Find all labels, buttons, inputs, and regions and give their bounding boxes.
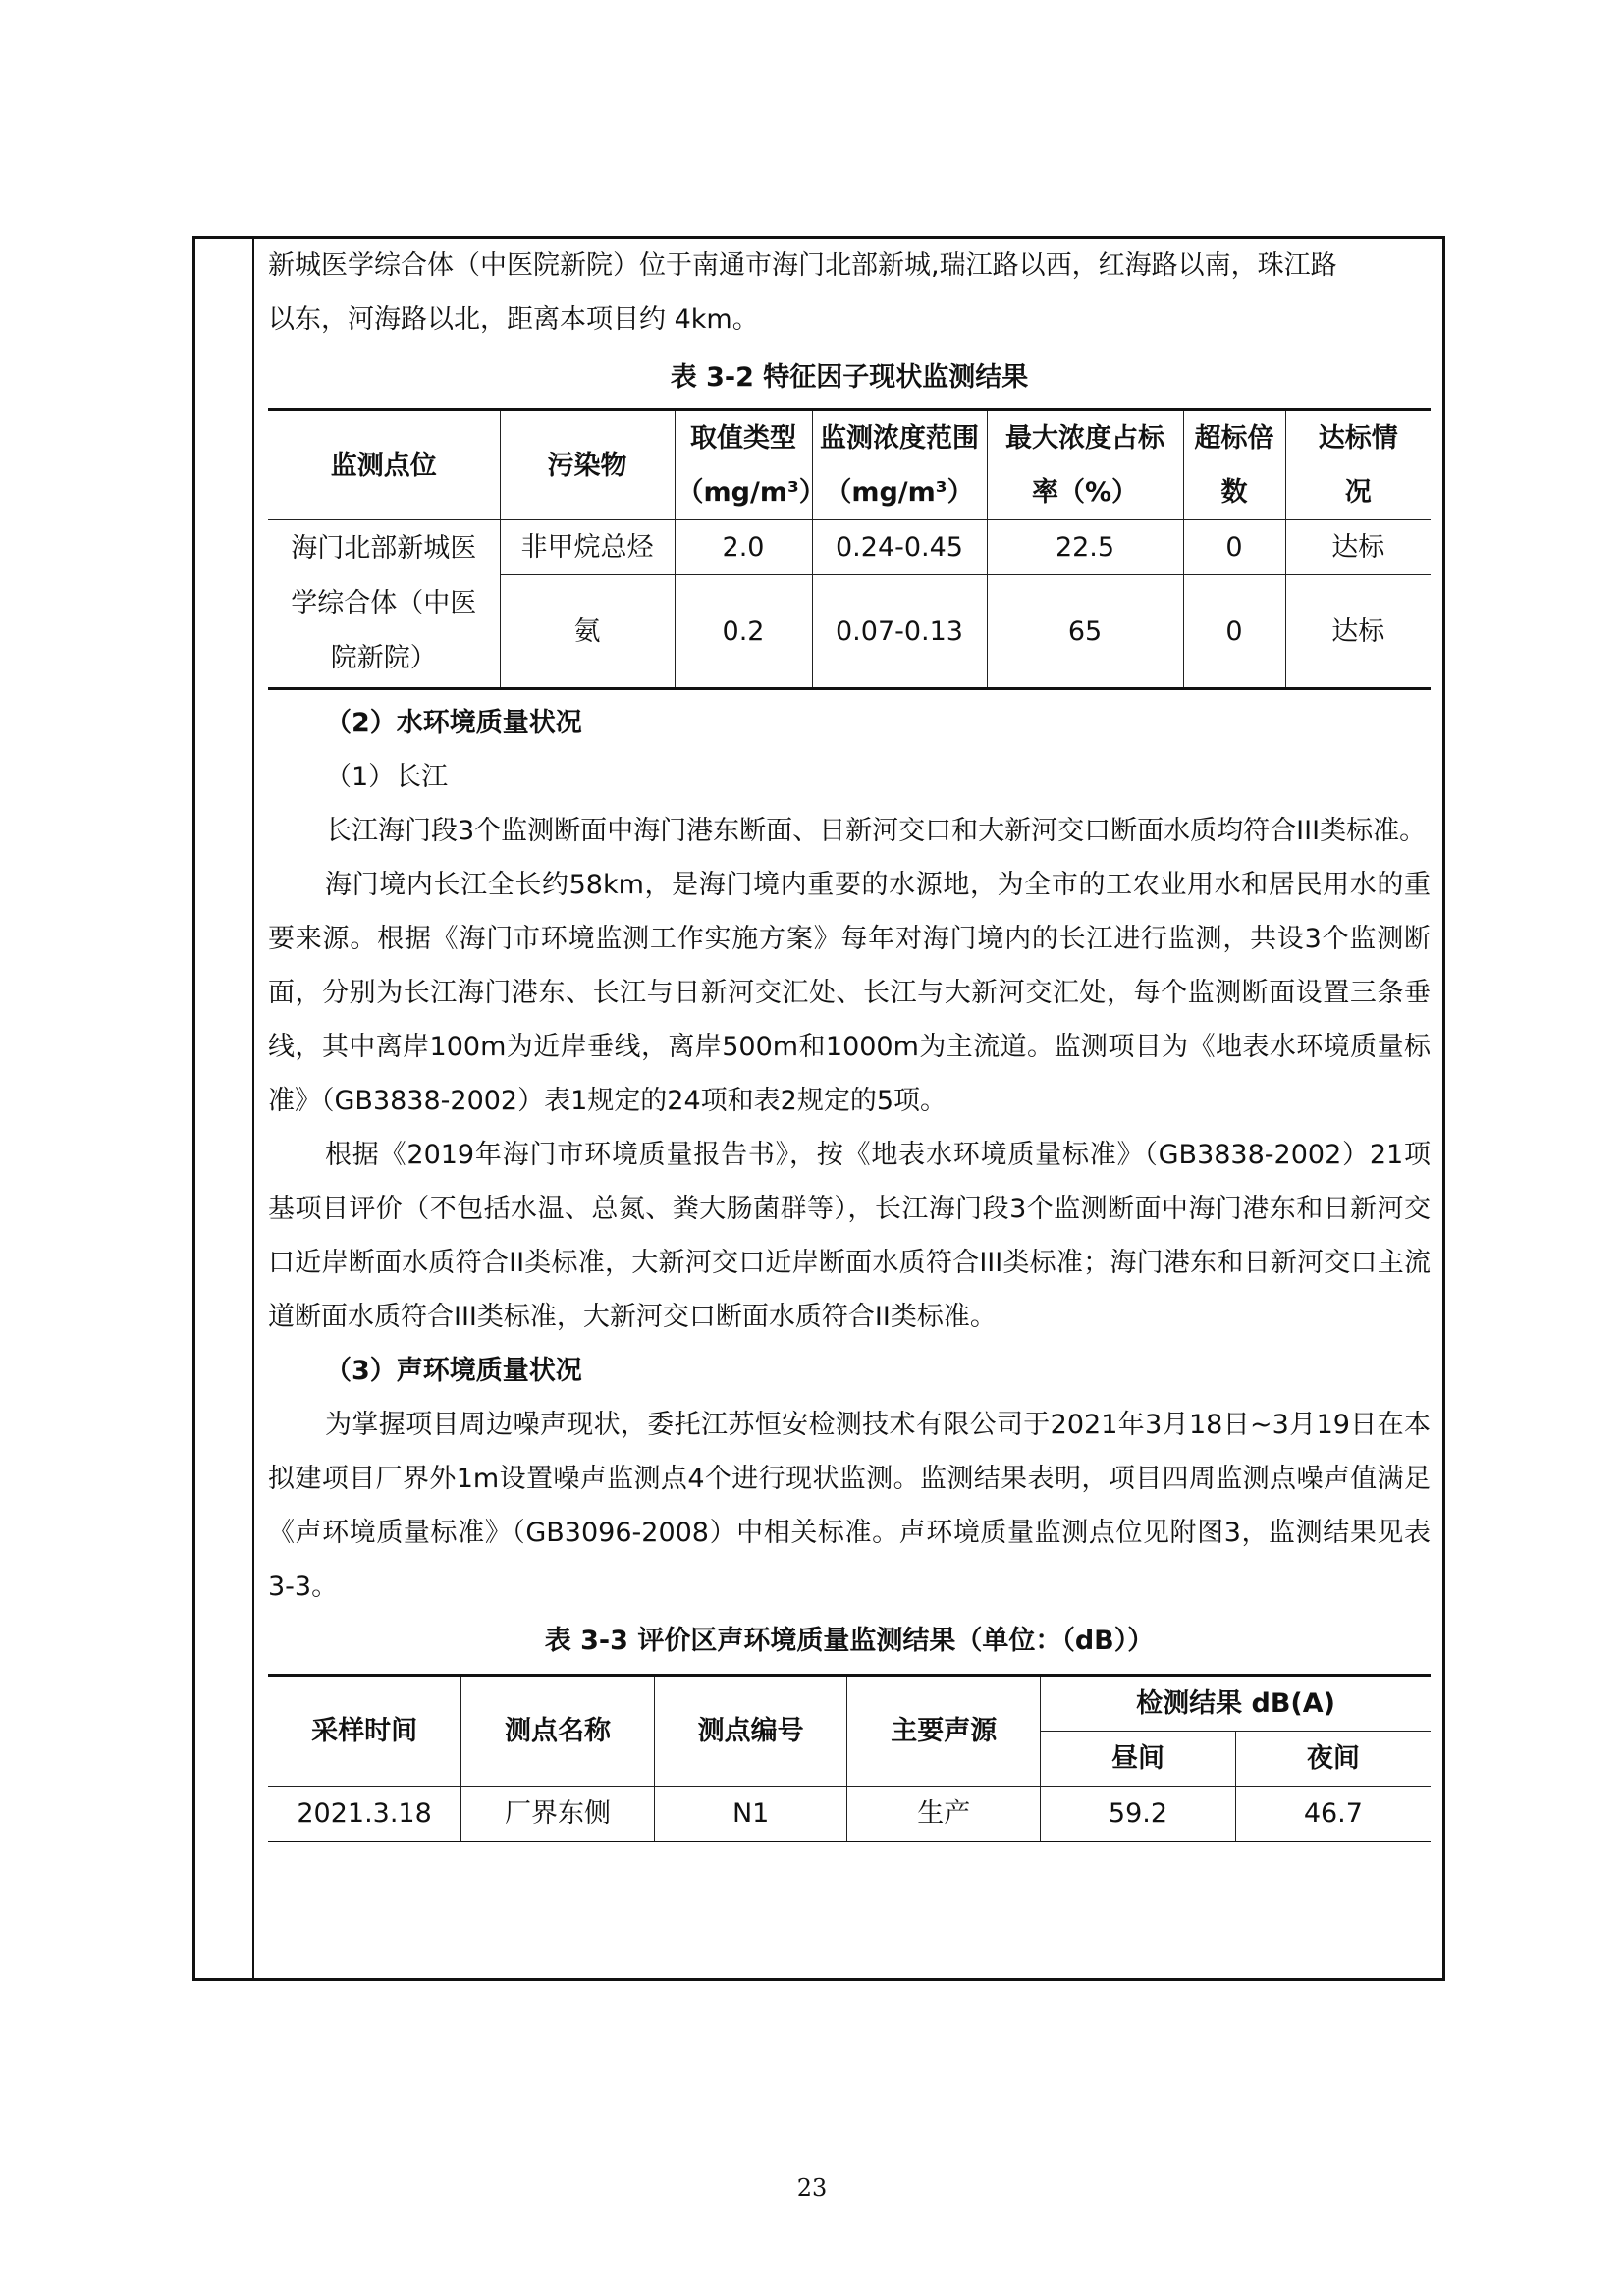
- header-site: 监测点位: [268, 410, 500, 520]
- table-3-2: [268, 408, 1431, 690]
- header-status: 达标情 况: [1285, 410, 1431, 520]
- cell-exceed: 0: [1183, 520, 1285, 575]
- cell-time: 2021.3.18: [268, 1787, 461, 1842]
- header-exceed: 超标倍 数: [1183, 410, 1285, 520]
- table-header-row: [268, 1676, 1431, 1732]
- header-source: 主要声源: [847, 1676, 1041, 1787]
- header-point-id: 测点编号: [654, 1676, 847, 1787]
- cell-point-id: N1: [654, 1787, 847, 1842]
- cell-point-name: 厂界东侧: [461, 1787, 655, 1842]
- cell-status: 达标: [1285, 520, 1431, 575]
- cell-source: 生产: [847, 1787, 1041, 1842]
- cell-range: 0.07-0.13: [812, 575, 987, 689]
- frame-content: [268, 239, 1431, 1842]
- header-night: 夜间: [1235, 1732, 1431, 1787]
- table-header-row: [268, 410, 1431, 520]
- frame-divider: [252, 239, 254, 1978]
- intro-line-1: 新城医学综合体（中医院新院）位于南通市海门北部新城,瑞江路以西，红海路以南，珠江路: [268, 250, 1337, 281]
- site-name: 海门北部新城医学综合体（中医院新院）: [268, 520, 500, 689]
- table-3-3: [268, 1674, 1431, 1842]
- cell-type: 2.0: [675, 520, 812, 575]
- page-number: 23: [796, 2174, 828, 2202]
- table-row: [268, 520, 1431, 575]
- noise-paragraph: 为掌握项目周边噪声现状，委托江苏恒安检测技术有限公司于2021年3月18日~3月19日在本拟建项目厂界外1m设置噪声监测点4个进行现状监测。监测结果表明，项目四周监测点噪声值满足《声环境质量标准》（GB3096-2008）中相关标准。声环境质量监测点位见附图3，监测结果见表3-3。: [268, 1410, 1431, 1602]
- cell-max: 65: [987, 575, 1183, 689]
- cell-range: 0.24-0.45: [812, 520, 987, 575]
- header-range: 监测浓度范围 （mg/m³）: [812, 410, 987, 520]
- cell-max: 22.5: [987, 520, 1183, 575]
- table-row: [268, 1787, 1431, 1842]
- table-3-2-caption: 表 3-2 特征因子现状监测结果: [670, 362, 1029, 393]
- header-pollutant: 污染物: [500, 410, 675, 520]
- cell-status: 达标: [1285, 575, 1431, 689]
- intro-line-2: 以东，河海路以北，距离本项目约 4km。: [268, 304, 759, 335]
- noise-heading: （3）声环境质量状况: [325, 1356, 582, 1386]
- header-max: 最大浓度占标 率（%）: [987, 410, 1183, 520]
- header-day: 昼间: [1041, 1732, 1236, 1787]
- cell-pollutant: 氨: [500, 575, 675, 689]
- water-paragraph-2: 海门境内长江全长约58km，是海门境内重要的水源地，为全市的工农业用水和居民用水的重要来源。根据《海门市环境监测工作实施方案》每年对海门境内的长江进行监测，共设3个监测断面，分别为长江海门港东、长江与日新河交汇处、长江与大新河交汇处，每个监测断面设置三条垂线，其中离岸100m为近岸垂线，离岸500m和1000m为主流道。监测项目为《地表水环境质量标准》（GB3838-2002）表1规定的24项和表2规定的5项。: [268, 870, 1431, 1116]
- table-3-3-caption: 表 3-3 评价区声环境质量监测结果（单位：（dB））: [544, 1626, 1155, 1656]
- header-point-name: 测点名称: [461, 1676, 655, 1787]
- header-result: 检测结果 dB(A): [1041, 1676, 1431, 1732]
- water-subheading: （1）长江: [325, 762, 449, 792]
- water-paragraph-1: 长江海门段3个监测断面中海门港东断面、日新河交口和大新河交口断面水质均符合III类标准。: [325, 816, 1427, 846]
- water-heading: （2）水环境质量状况: [325, 708, 582, 738]
- cell-exceed: 0: [1183, 575, 1285, 689]
- cell-type: 0.2: [675, 575, 812, 689]
- water-paragraph-3: 根据《2019年海门市环境质量报告书》，按《地表水环境质量标准》（GB3838-2002）21项基项目评价（不包括水温、总氮、粪大肠菌群等），长江海门段3个监测断面中海门港东和日新河交口近岸断面水质符合II类标准，大新河交口近岸断面水质符合III类标准；海门港东和日新河交口主流道断面水质符合III类标准，大新河交口断面水质符合II类标准。: [268, 1140, 1431, 1332]
- cell-pollutant: 非甲烷总烃: [500, 520, 675, 575]
- header-time: 采样时间: [268, 1676, 461, 1787]
- header-type: 取值类型 （mg/m³）: [675, 410, 812, 520]
- cell-night: 46.7: [1235, 1787, 1431, 1842]
- cell-day: 59.2: [1041, 1787, 1236, 1842]
- content-frame: [192, 236, 1445, 1981]
